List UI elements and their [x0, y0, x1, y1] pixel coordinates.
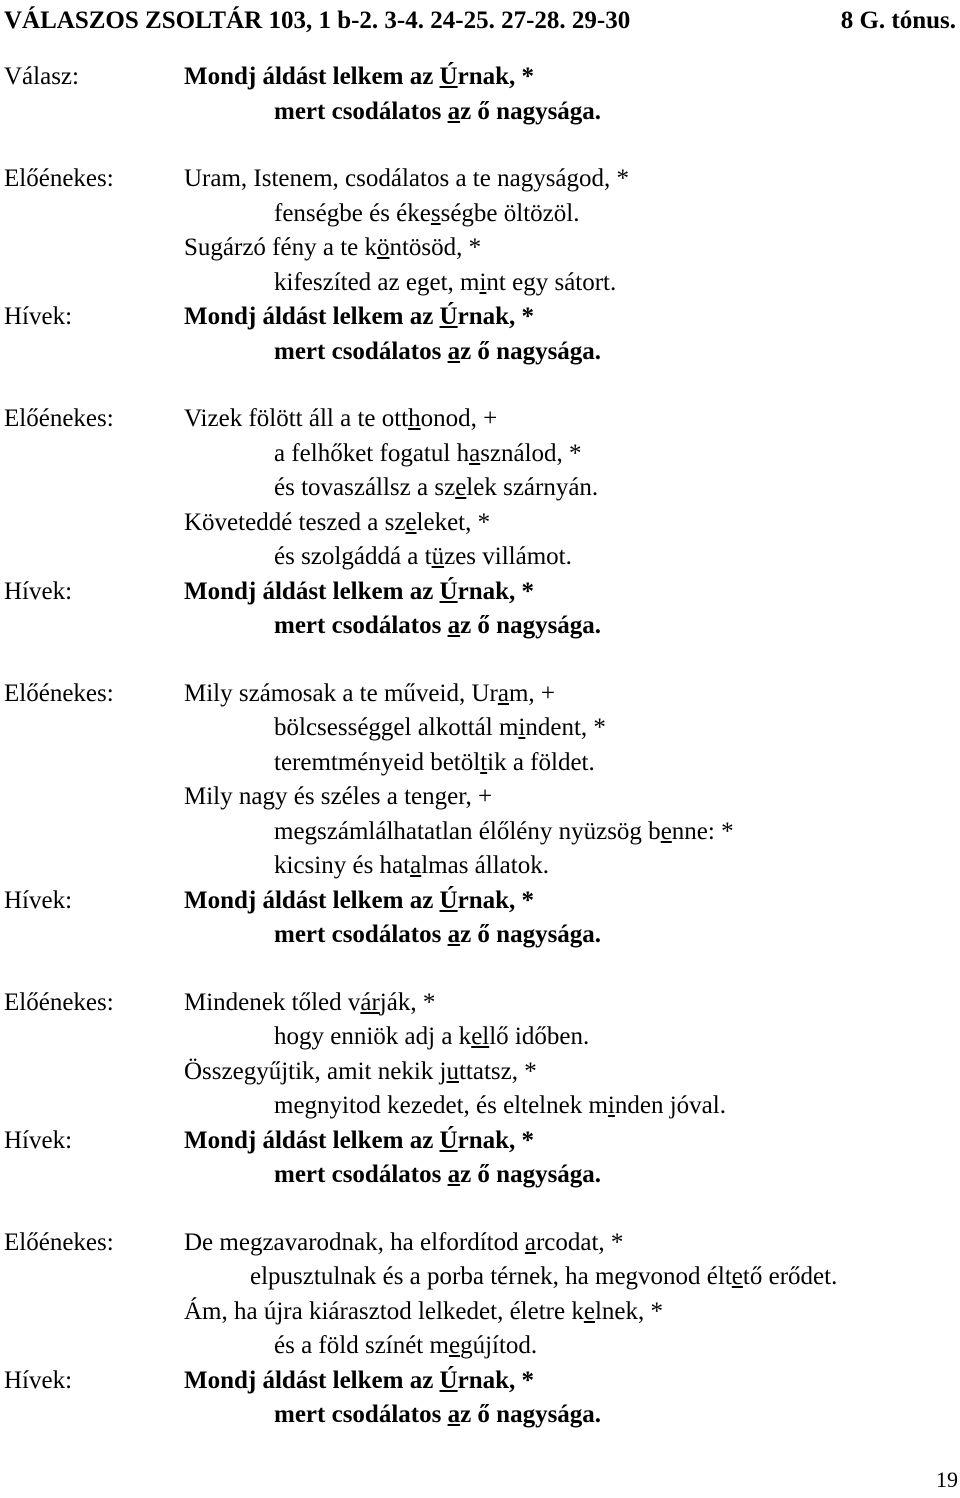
response-block: [0, 60, 960, 129]
response-text: Mondj áldást lelkem az Úrnak, *: [184, 63, 535, 90]
verse-text: megszámlálhatatlan élőlény nyüzsög benne: *: [274, 817, 734, 845]
text-line: [0, 300, 960, 335]
verse-text: fenségbe és ékességbe öltözöl.: [274, 199, 580, 227]
text-line: [0, 1020, 960, 1055]
cantor-label: Előénekes:: [4, 405, 114, 432]
verse-text: és tovaszállsz a szelek szárnyán.: [274, 474, 599, 501]
verse-block: [0, 162, 960, 369]
text-line: [0, 746, 960, 781]
text-line: [0, 506, 960, 541]
cantor-label: Előénekes:: [4, 679, 114, 707]
response-text: mert csodálatos az ő nagysága.: [274, 97, 602, 125]
text-line: [0, 1055, 960, 1090]
text-line: [0, 1398, 960, 1433]
text-line: [0, 162, 960, 197]
verse-text: De megzavarodnak, ha elfordítod arcodat, *: [184, 1228, 624, 1256]
verse-text: bölcsességgel alkottál mindent, *: [274, 714, 606, 741]
text-line: [0, 609, 960, 644]
response-text: mert csodálatos az ő nagysága.: [274, 1401, 602, 1428]
text-line: [0, 986, 960, 1021]
cantor-label: Előénekes:: [4, 165, 114, 192]
text-line: [0, 1124, 960, 1159]
verse-text: Mily nagy és széles a tenger, +: [184, 783, 493, 810]
faithful-label: Hívek:: [4, 886, 73, 914]
text-line: [0, 1295, 960, 1330]
text-line: [0, 1329, 960, 1364]
text-line: [0, 815, 960, 850]
page-number: 19: [936, 1467, 958, 1492]
verse-block: [0, 986, 960, 1193]
cantor-label: Előénekes:: [4, 1228, 114, 1256]
text-line: [0, 849, 960, 884]
response-text: Mondj áldást lelkem az Úrnak, *: [184, 303, 535, 330]
text-line: [0, 1089, 960, 1124]
verse-block: [0, 677, 960, 953]
verse-text: elpusztulnak és a porba térnek, ha megvonod éltető erődet.: [250, 1263, 838, 1290]
text-line: [0, 1158, 960, 1193]
text-line: [0, 471, 960, 506]
text-line: [0, 677, 960, 712]
text-line: [0, 711, 960, 746]
text-line: [0, 197, 960, 232]
verse-block: [0, 402, 960, 644]
text-line: [0, 402, 960, 437]
text-line: [0, 60, 960, 95]
header: [4, 4, 956, 38]
faithful-label: Hívek:: [4, 577, 73, 605]
verse-text: Mindenek tőled várják, *: [184, 988, 436, 1016]
response-text: Mondj áldást lelkem az Úrnak, *: [184, 1126, 535, 1154]
response-label: Válasz:: [4, 63, 79, 90]
text-line: [0, 1260, 960, 1295]
response-text: Mondj áldást lelkem az Úrnak, *: [184, 886, 535, 914]
page-title: VÁLASZOS ZSOLTÁR 103, 1 b-2. 3-4. 24-25. 27-28. 29-30: [4, 7, 631, 34]
verse-text: Ám, ha újra kiárasztod lelkedet, életre kelnek, *: [184, 1297, 663, 1325]
cantor-label: Előénekes:: [4, 988, 114, 1016]
text-line: [0, 437, 960, 472]
text-line: [0, 918, 960, 953]
text-line: [0, 95, 960, 130]
text-line: [0, 266, 960, 301]
faithful-label: Hívek:: [4, 1366, 73, 1394]
response-text: mert csodálatos az ő nagysága.: [274, 337, 602, 365]
text-line: [0, 231, 960, 266]
response-text: mert csodálatos az ő nagysága.: [274, 612, 602, 639]
verse-text: Követeddé teszed a szeleket, *: [184, 508, 491, 536]
verse-text: hogy enniök adj a kellő időben.: [274, 1023, 590, 1050]
tone-label: 8 G. tónus.: [840, 7, 956, 34]
response-text: mert csodálatos az ő nagysága.: [274, 1161, 602, 1188]
verse-text: kicsiny és hatalmas állatok.: [274, 852, 549, 879]
text-line: [0, 1226, 960, 1261]
text-line: [0, 540, 960, 575]
verse-text: Összegyűjtik, amit nekik juttatsz, *: [184, 1057, 537, 1085]
verse-block: [0, 1226, 960, 1433]
verse-text: Mily számosak a te műveid, Uram, +: [184, 679, 555, 707]
text-line: [0, 1364, 960, 1399]
verse-text: teremtményeid betöltik a földet.: [274, 748, 595, 776]
response-text: Mondj áldást lelkem az Úrnak, *: [184, 1366, 535, 1394]
response-text: mert csodálatos az ő nagysága.: [274, 921, 602, 948]
faithful-label: Hívek:: [4, 1126, 73, 1154]
text-line: [0, 335, 960, 370]
text-line: [0, 575, 960, 610]
verse-text: Uram, Istenem, csodálatos a te nagyságod, *: [184, 165, 630, 192]
text-line: [0, 884, 960, 919]
verse-text: kifeszíted az eget, mint egy sátort.: [274, 268, 617, 296]
psalm-body: [0, 60, 960, 1466]
verse-text: és szolgáddá a tüzes villámot.: [274, 543, 572, 570]
verse-text: és a föld színét megújítod.: [274, 1332, 538, 1359]
verse-text: a felhőket fogatul használod, *: [274, 439, 582, 467]
text-line: [0, 780, 960, 815]
verse-text: Sugárzó fény a te köntösöd, *: [184, 234, 482, 261]
faithful-label: Hívek:: [4, 303, 73, 330]
response-text: Mondj áldást lelkem az Úrnak, *: [184, 577, 535, 605]
verse-text: Vizek fölött áll a te otthonod, +: [184, 405, 498, 432]
verse-text: megnyitod kezedet, és eltelnek minden jóval.: [274, 1092, 726, 1119]
